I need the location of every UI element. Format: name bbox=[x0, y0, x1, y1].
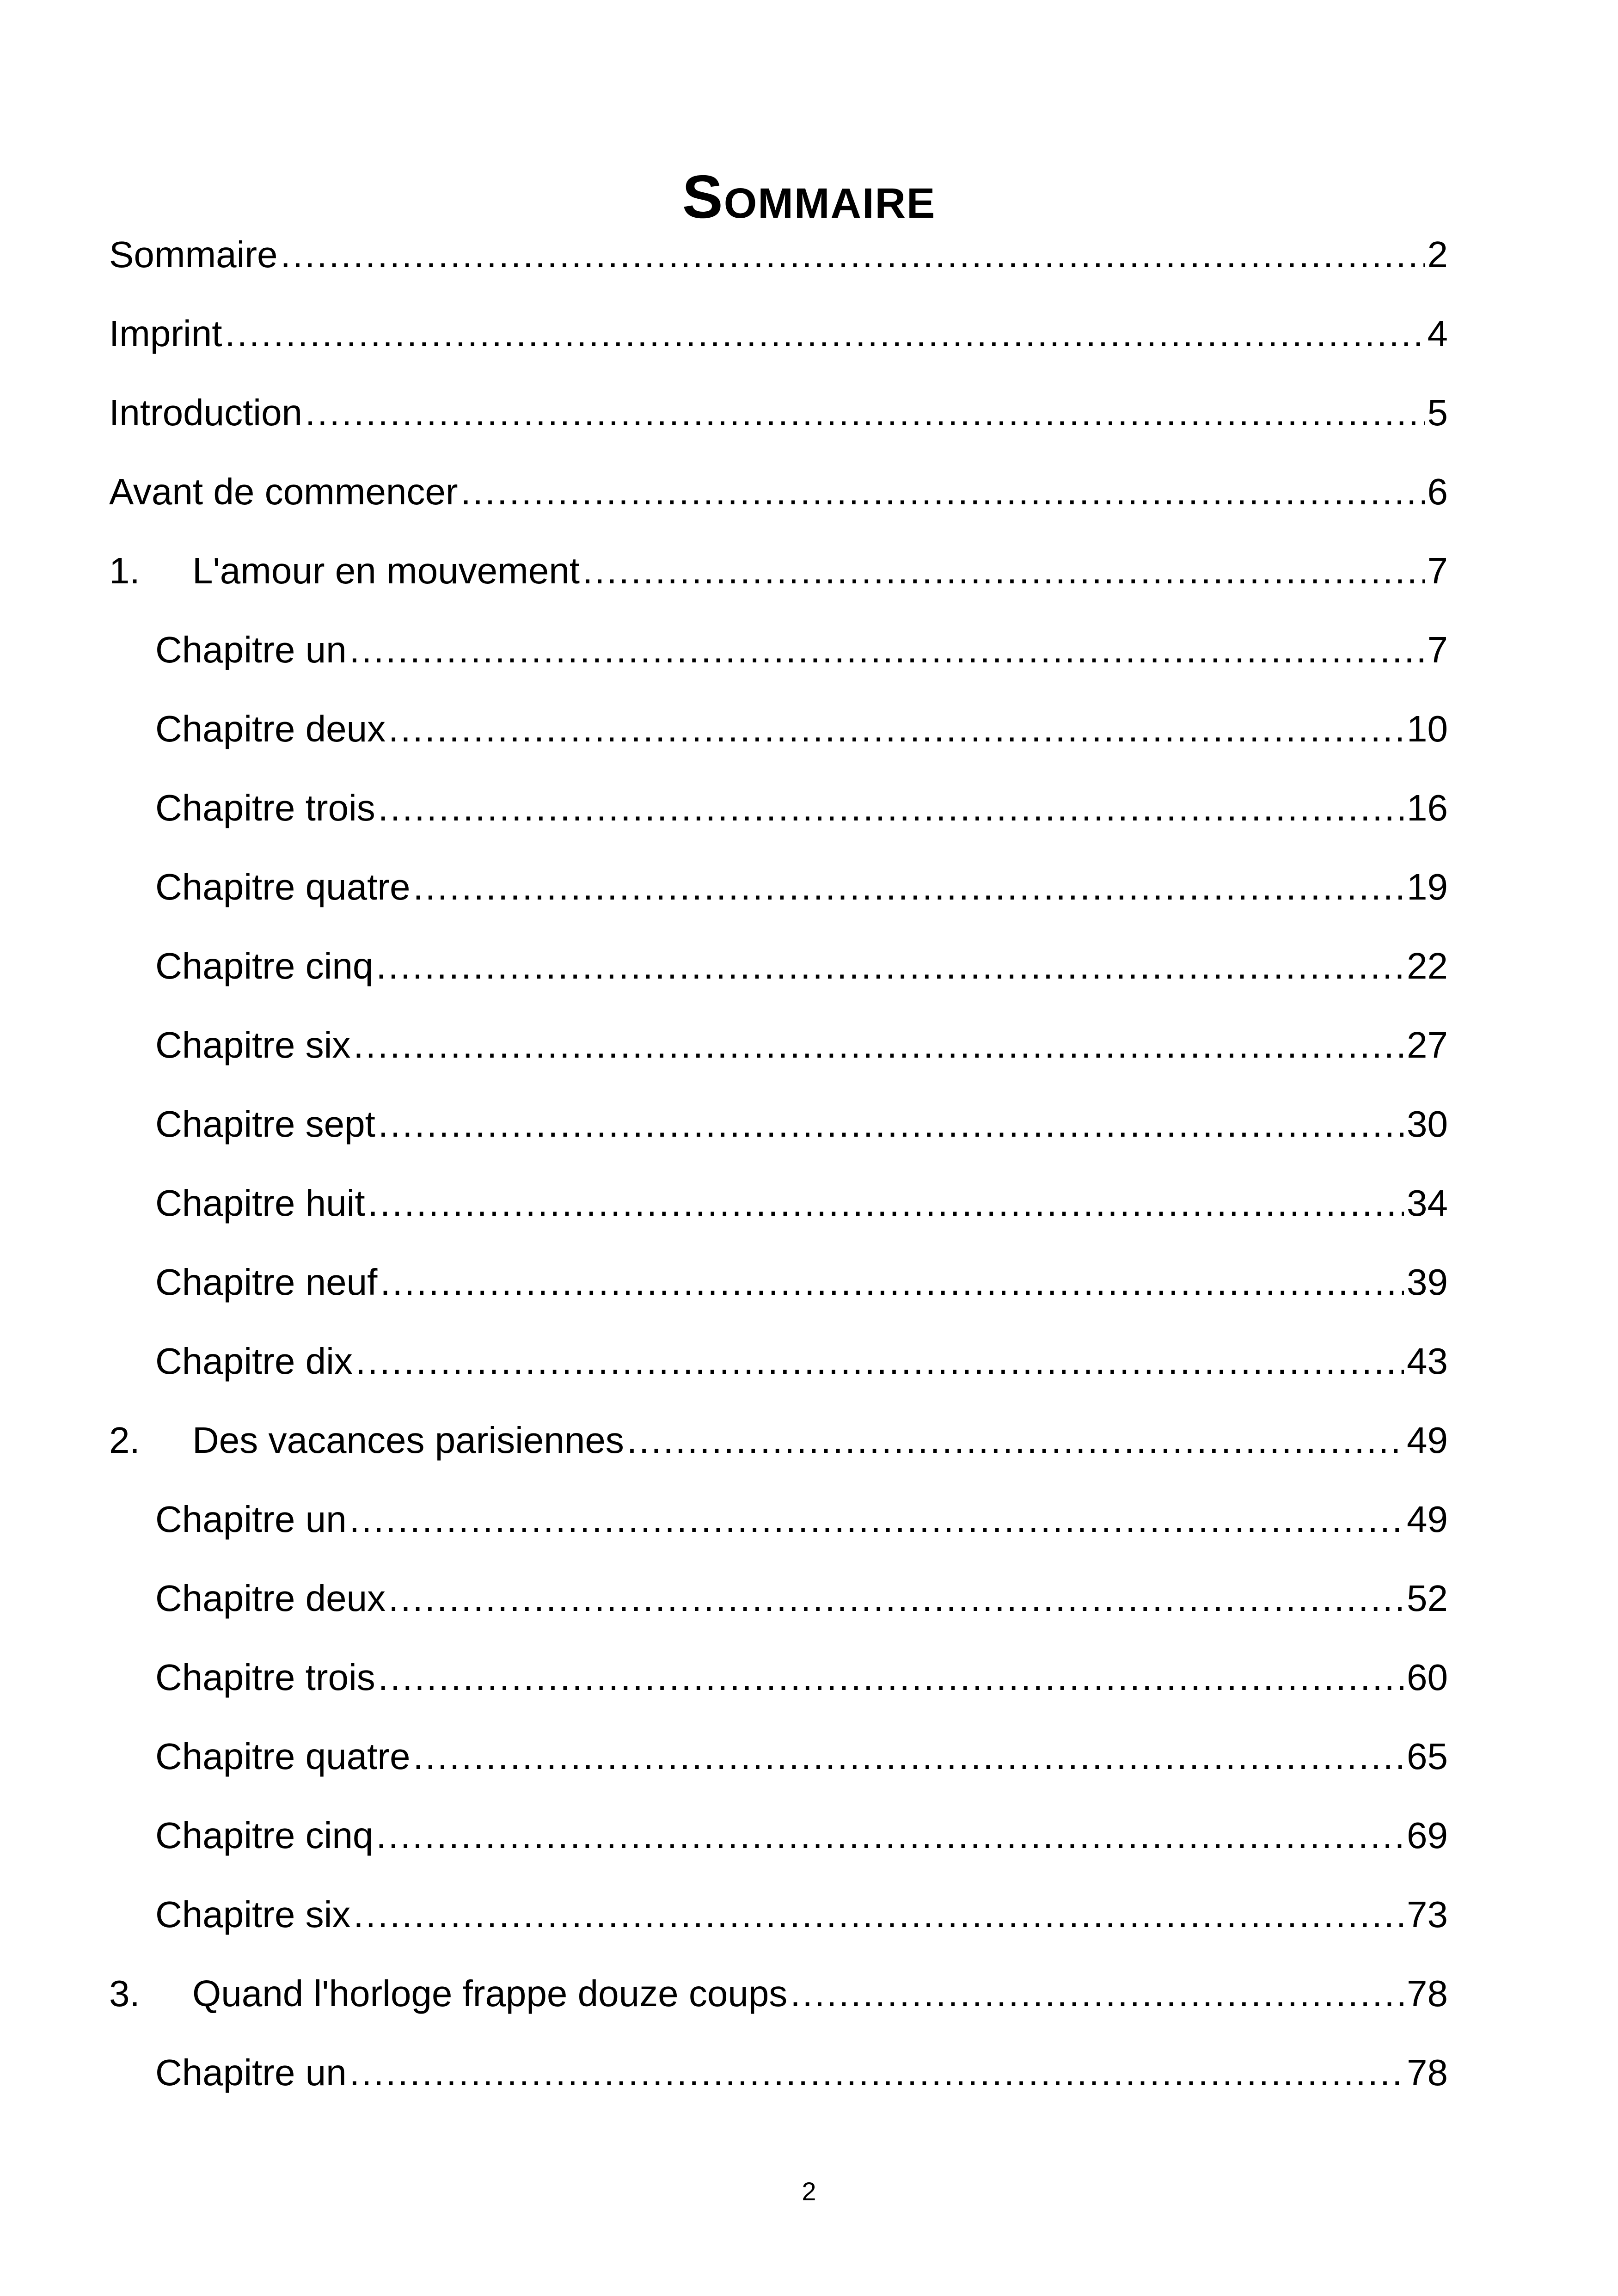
toc-entry-page: 10 bbox=[1407, 708, 1448, 749]
toc-entry-chapter[interactable] bbox=[109, 926, 1448, 1005]
toc-entry-page: 30 bbox=[1407, 1103, 1448, 1145]
toc-entry-label: Chapitre un bbox=[155, 2051, 347, 2093]
toc-entry-chapter[interactable] bbox=[109, 1322, 1448, 1401]
toc-entry-number: 1. bbox=[109, 550, 140, 591]
toc-entry-label: Chapitre cinq bbox=[155, 1814, 374, 1856]
dot-leader bbox=[376, 1812, 1404, 1859]
toc-entry-avant-de-commencer[interactable] bbox=[109, 452, 1448, 531]
dot-leader bbox=[460, 469, 1424, 515]
dot-leader bbox=[378, 785, 1404, 831]
toc-entry-page: 6 bbox=[1427, 471, 1448, 512]
dot-leader bbox=[349, 627, 1425, 673]
toc-entry-label: Quand l'horloge frappe douze coups bbox=[192, 1972, 788, 2014]
toc-entry-page: 49 bbox=[1407, 1498, 1448, 1540]
toc-entry-label: Chapitre deux bbox=[155, 708, 386, 749]
toc-entry-chapter[interactable] bbox=[109, 768, 1448, 847]
toc-entry-page: 7 bbox=[1427, 629, 1448, 670]
toc-entry-chapter[interactable] bbox=[109, 1717, 1448, 1796]
toc-entry-page: 52 bbox=[1407, 1577, 1448, 1619]
toc-entry-chapter[interactable] bbox=[109, 1875, 1448, 1954]
toc-entry-chapter[interactable] bbox=[109, 1796, 1448, 1875]
toc-entry-label: Chapitre un bbox=[155, 629, 347, 670]
toc-entry-chapter[interactable] bbox=[109, 1559, 1448, 1638]
toc-entry-page: 22 bbox=[1407, 945, 1448, 986]
toc-entry-label: Des vacances parisiennes bbox=[192, 1419, 624, 1461]
toc-entry-label: Chapitre dix bbox=[155, 1340, 353, 1382]
toc-entry-page: 65 bbox=[1407, 1735, 1448, 1777]
dot-leader bbox=[378, 1101, 1404, 1147]
toc-entry-label: Chapitre quatre bbox=[155, 866, 411, 907]
toc-entry-page: 16 bbox=[1407, 787, 1448, 828]
toc-entry-label: Chapitre deux bbox=[155, 1577, 386, 1619]
dot-leader bbox=[378, 1654, 1404, 1701]
toc-entry-chapter[interactable] bbox=[109, 1480, 1448, 1559]
toc-entry-part-3[interactable] bbox=[109, 1954, 1448, 2033]
toc-entry-page: 43 bbox=[1407, 1340, 1448, 1382]
toc-entry-page: 2 bbox=[1427, 233, 1448, 275]
toc-entry-label: Chapitre trois bbox=[155, 1656, 375, 1698]
dot-leader bbox=[380, 1259, 1404, 1305]
toc-entry-page: 7 bbox=[1427, 550, 1448, 591]
toc-entry-label: Chapitre huit bbox=[155, 1182, 365, 1224]
toc-entry-page: 73 bbox=[1407, 1893, 1448, 1935]
toc-entry-page: 60 bbox=[1407, 1656, 1448, 1698]
toc-entry-number: 2. bbox=[109, 1419, 140, 1461]
toc-entry-chapter[interactable] bbox=[109, 689, 1448, 768]
toc-entry-label: Introduction bbox=[109, 392, 303, 433]
toc-entry-sommaire[interactable] bbox=[109, 215, 1448, 294]
toc-entry-page: 19 bbox=[1407, 866, 1448, 907]
dot-leader bbox=[790, 1971, 1404, 2017]
toc-entry-label: Chapitre neuf bbox=[155, 1261, 378, 1303]
toc-entry-page: 49 bbox=[1407, 1419, 1448, 1461]
toc-entry-label: L'amour en mouvement bbox=[192, 550, 580, 591]
toc-entry-label: Chapitre quatre bbox=[155, 1735, 411, 1777]
toc-entry-chapter[interactable] bbox=[109, 1243, 1448, 1322]
toc-entry-page: 5 bbox=[1427, 392, 1448, 433]
toc-entry-chapter[interactable] bbox=[109, 1005, 1448, 1084]
dot-leader bbox=[353, 1892, 1404, 1938]
dot-leader bbox=[355, 1338, 1404, 1384]
toc-entry-introduction[interactable] bbox=[109, 373, 1448, 452]
page-number: 2 bbox=[802, 2177, 816, 2206]
dot-leader bbox=[305, 390, 1424, 436]
dot-leader bbox=[627, 1417, 1404, 1463]
dot-leader bbox=[413, 864, 1404, 910]
toc-entry-label: Chapitre sept bbox=[155, 1103, 375, 1145]
toc-entry-page: 78 bbox=[1407, 2051, 1448, 2093]
dot-leader bbox=[388, 1575, 1404, 1622]
dot-leader bbox=[582, 548, 1425, 594]
toc-entry-chapter[interactable] bbox=[109, 1084, 1448, 1163]
toc-entry-label: Avant de commencer bbox=[109, 471, 458, 512]
toc-entry-page: 27 bbox=[1407, 1024, 1448, 1065]
dot-leader bbox=[376, 943, 1404, 989]
toc-entry-page: 69 bbox=[1407, 1814, 1448, 1856]
toc-entry-number: 3. bbox=[109, 1972, 140, 2014]
toc-entry-label: Chapitre cinq bbox=[155, 945, 374, 986]
toc-entry-chapter[interactable] bbox=[109, 847, 1448, 926]
dot-leader bbox=[349, 2050, 1404, 2096]
toc-entry-label: Chapitre trois bbox=[155, 787, 375, 828]
dot-leader bbox=[281, 232, 1425, 278]
toc-entry-page: 34 bbox=[1407, 1182, 1448, 1224]
dot-leader bbox=[413, 1733, 1404, 1780]
toc-entry-label: Chapitre six bbox=[155, 1893, 351, 1935]
toc-entry-chapter[interactable] bbox=[109, 1163, 1448, 1243]
toc-entry-chapter[interactable] bbox=[109, 1638, 1448, 1717]
toc-entry-page: 39 bbox=[1407, 1261, 1448, 1303]
page-title: Sommaire bbox=[682, 163, 936, 231]
toc-entry-chapter[interactable] bbox=[109, 610, 1448, 689]
dot-leader bbox=[368, 1180, 1404, 1226]
dot-leader bbox=[349, 1496, 1404, 1543]
toc-entry-page: 78 bbox=[1407, 1972, 1448, 2014]
dot-leader bbox=[353, 1022, 1404, 1068]
table-of-contents bbox=[109, 215, 1448, 2112]
dot-leader bbox=[388, 706, 1404, 752]
toc-entry-label: Sommaire bbox=[109, 233, 278, 275]
toc-entry-part-2[interactable] bbox=[109, 1401, 1448, 1480]
dot-leader bbox=[225, 311, 1425, 357]
toc-entry-imprint[interactable] bbox=[109, 294, 1448, 373]
toc-entry-label: Imprint bbox=[109, 312, 222, 354]
toc-entry-part-1[interactable] bbox=[109, 531, 1448, 610]
toc-entry-label: Chapitre un bbox=[155, 1498, 347, 1540]
toc-entry-label: Chapitre six bbox=[155, 1024, 351, 1065]
toc-entry-chapter[interactable] bbox=[109, 2033, 1448, 2112]
toc-entry-page: 4 bbox=[1427, 312, 1448, 354]
